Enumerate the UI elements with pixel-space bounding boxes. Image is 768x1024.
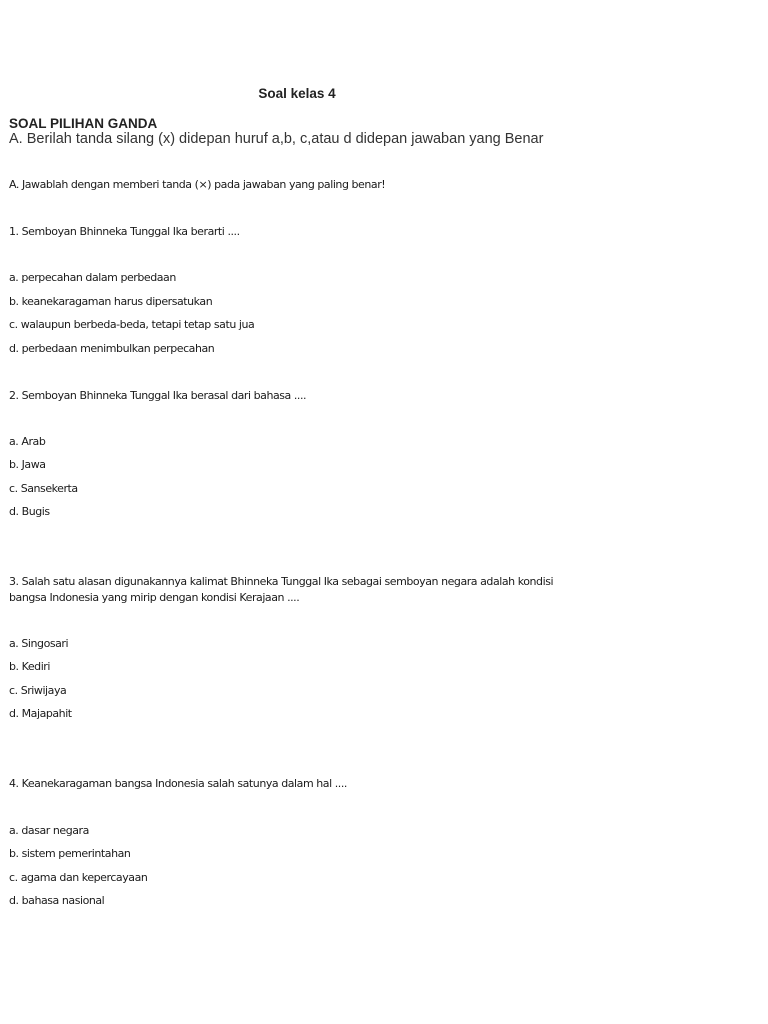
- question-4: 4. Keanekaragaman bangsa Indonesia salah satunya dalam hal ....: [9, 777, 347, 790]
- question-3: 3. Salah satu alasan digunakannya kalimat Bhinneka Tunggal Ika sebagai semboyan negara adalah kondisi bangsa Indonesia yang mirip dengan kondisi Kerajaan ....: [9, 575, 554, 604]
- question-2-option-a: a. Arab: [9, 435, 46, 448]
- question-2-option-b: b. Jawa: [9, 458, 46, 471]
- question-2-option-c: c. Sansekerta: [9, 482, 78, 495]
- question-4-option-b: b. sistem pemerintahan: [9, 847, 131, 860]
- answer-instruction: A. Jawablah dengan memberi tanda (×) pada jawaban yang paling benar!: [9, 178, 386, 191]
- question-3-option-c: c. Sriwijaya: [9, 684, 67, 697]
- question-3-option-a: a. Singosari: [9, 637, 69, 650]
- question-3-option-b: b. Kediri: [9, 660, 50, 673]
- question-2: 2. Semboyan Bhinneka Tunggal Ika berasal dari bahasa ....: [9, 389, 307, 402]
- question-3-option-d: d. Majapahit: [9, 707, 72, 720]
- question-4-option-d: d. bahasa nasional: [9, 894, 105, 907]
- page-title: Soal kelas 4: [258, 86, 336, 101]
- question-1: 1. Semboyan Bhinneka Tunggal Ika berarti ....: [9, 225, 240, 238]
- question-2-option-d: d. Bugis: [9, 505, 50, 518]
- instruction-text: A. Berilah tanda silang (x) didepan huruf a,b, c,atau d didepan jawaban yang Benar: [9, 131, 544, 147]
- section-heading: SOAL PILIHAN GANDA: [9, 116, 158, 131]
- question-4-option-c: c. agama dan kepercayaan: [9, 871, 148, 884]
- question-1-option-d: d. perbedaan menimbulkan perpecahan: [9, 342, 215, 355]
- question-1-option-b: b. keanekaragaman harus dipersatukan: [9, 295, 213, 308]
- question-4-option-a: a. dasar negara: [9, 824, 89, 837]
- question-1-option-c: c. walaupun berbeda-beda, tetapi tetap satu jua: [9, 318, 255, 331]
- question-1-option-a: a. perpecahan dalam perbedaan: [9, 271, 176, 284]
